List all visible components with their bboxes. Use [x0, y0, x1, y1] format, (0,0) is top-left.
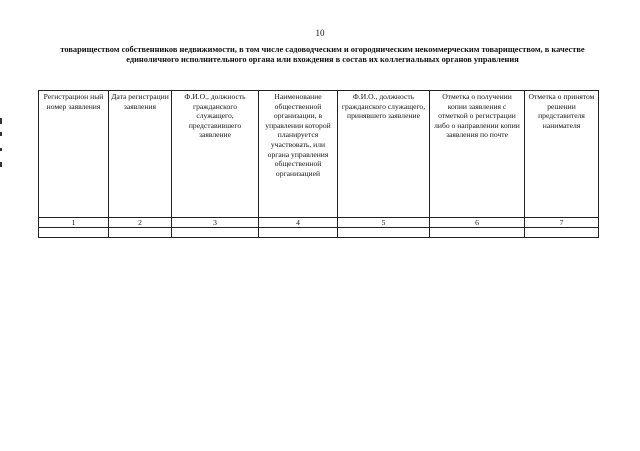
- column-number: 1: [39, 218, 109, 228]
- empty-cell: [525, 228, 599, 238]
- registration-table: [38, 90, 599, 238]
- column-number: 2: [109, 218, 172, 228]
- column-number-row: [39, 218, 599, 228]
- column-number: 7: [525, 218, 599, 228]
- page-number: 10: [315, 28, 325, 38]
- header-decision-mark: Отметка о принятом решении представителя нанимателя: [525, 91, 599, 218]
- empty-cell: [39, 228, 109, 238]
- scan-edge-marks: [0, 118, 4, 178]
- column-number: 6: [430, 218, 525, 228]
- header-registration-date: Дата регистрации заявления: [109, 91, 172, 218]
- empty-data-row: [39, 228, 599, 238]
- empty-cell: [259, 228, 338, 238]
- header-registration-number: Регистрацион ный номер заявления: [39, 91, 109, 218]
- header-receiver-name: Ф.И.О., должность гражданского служащего, принявшего заявление: [338, 91, 430, 218]
- column-number: 3: [172, 218, 259, 228]
- empty-cell: [172, 228, 259, 238]
- empty-cell: [109, 228, 172, 238]
- section-heading: товариществом собственников недвижимости, в том числе садоводческим и огородническим некоммерческим товариществом, в качестве единоличного исполнительного органа или вхождения в состав их коллегиальных органов управления: [60, 45, 585, 65]
- header-submitter-name: Ф.И.О., должность гражданского служащего, представившего заявление: [172, 91, 259, 218]
- column-number: 5: [338, 218, 430, 228]
- empty-cell: [338, 228, 430, 238]
- header-copy-received-mark: Отметка о получении копии заявления с отметкой о регистрации либо о направлении копии заявления по почте: [430, 91, 525, 218]
- empty-cell: [430, 228, 525, 238]
- header-organization-name: Наименование общественной организации, в управлении которой планируется участвовать, или органа управления общественной организацией: [259, 91, 338, 218]
- table-header-row: [39, 91, 599, 218]
- column-number: 4: [259, 218, 338, 228]
